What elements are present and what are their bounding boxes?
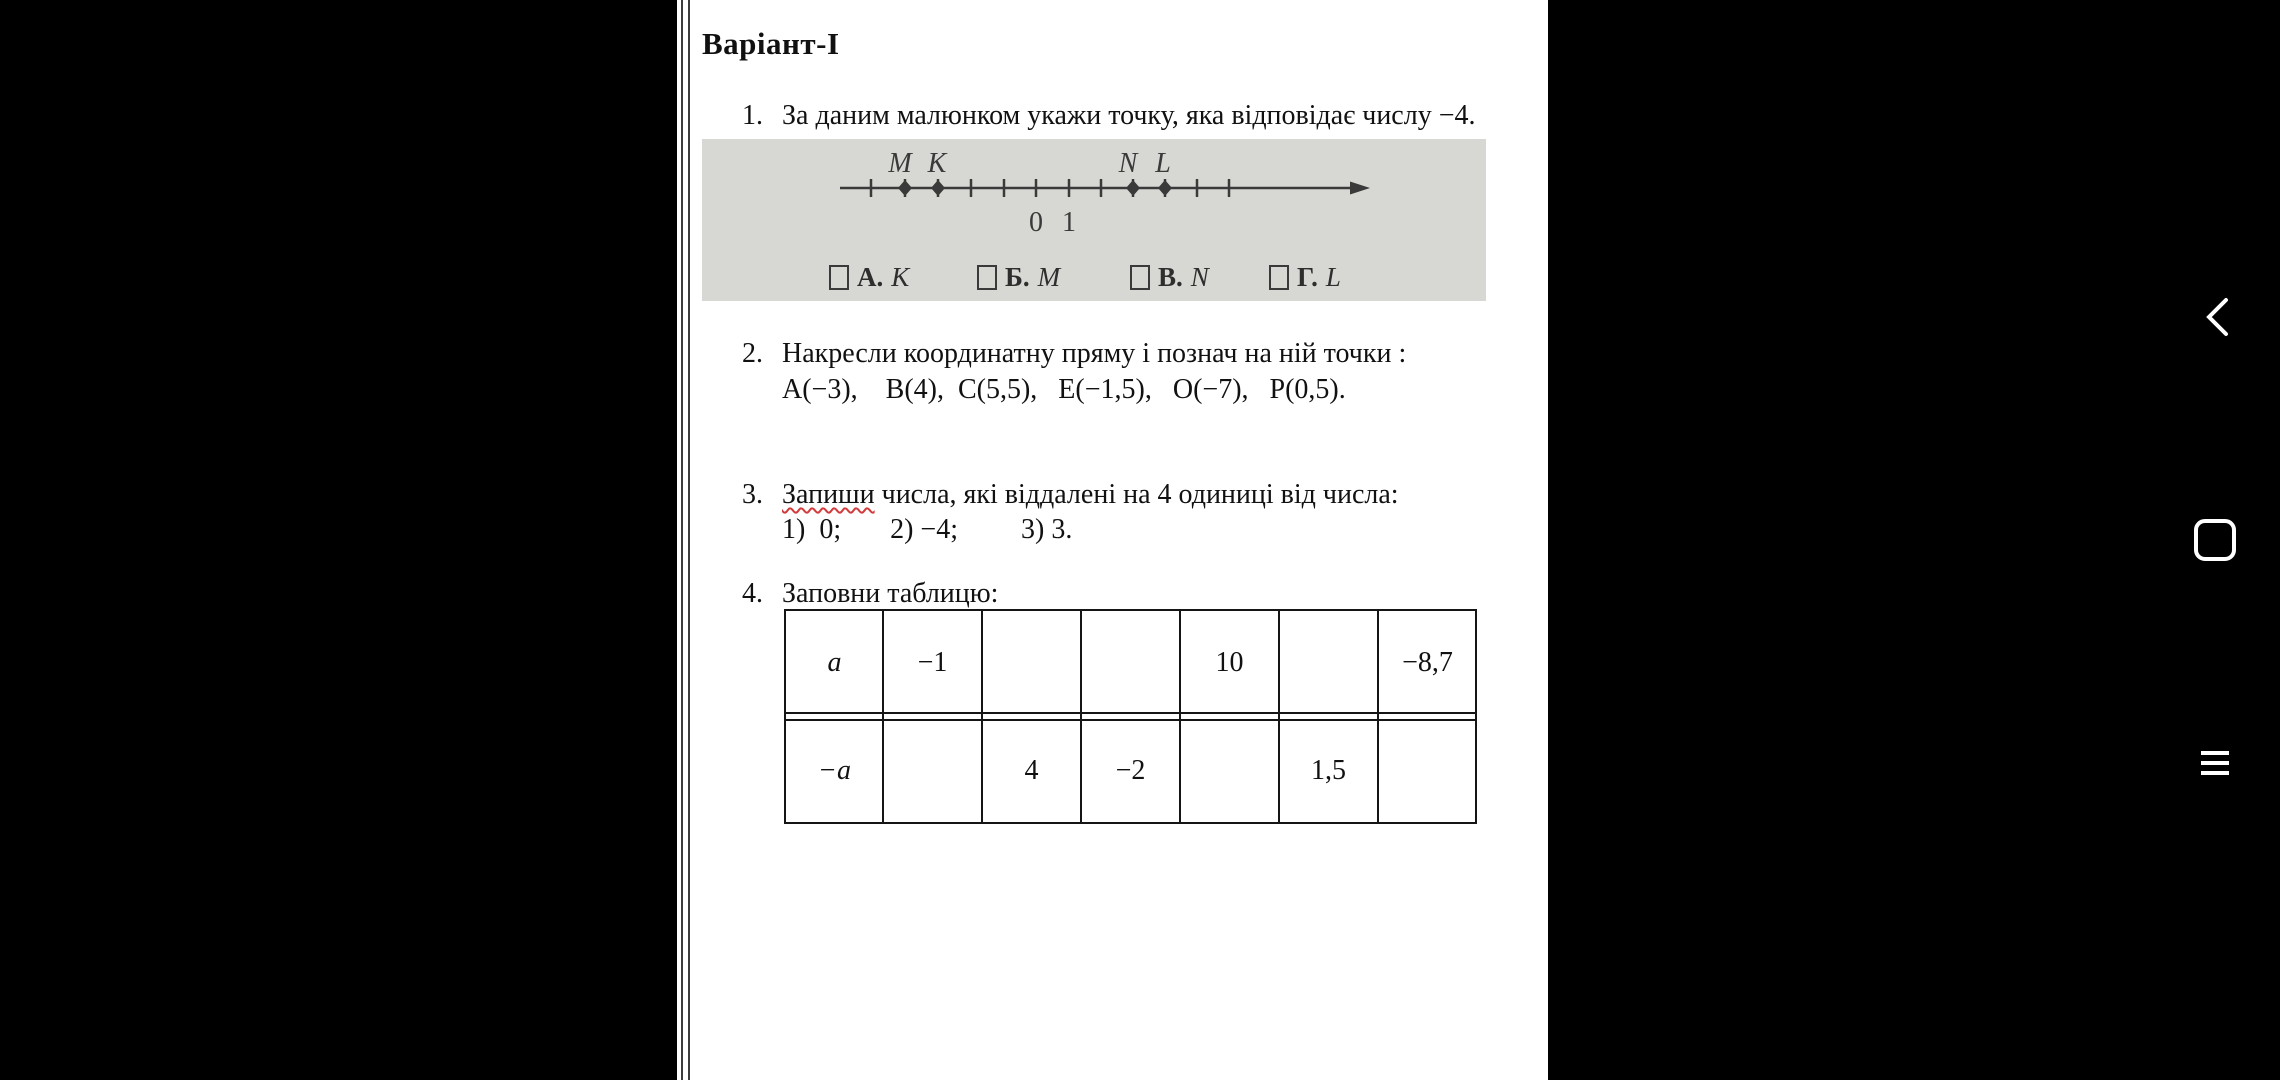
question-3-text-rest: числа, які віддалені на 4 одиниці від числа: [874,479,1399,510]
question-2 [742,336,1406,371]
chevron-left-icon [2196,293,2244,341]
question-4 [742,576,998,611]
table-cell [1379,721,1476,821]
answer-option-g[interactable] [1269,261,1341,293]
answer-option-a[interactable] [829,261,909,293]
question-2-number: 2. [742,338,763,369]
checkbox-v[interactable] [1130,265,1150,290]
question-1-number: 1. [742,100,763,131]
table-cell: 10 [1215,647,1244,678]
fill-table [784,609,1477,824]
question-3 [742,477,1399,512]
question-1-text: За даним малюнком укажи точку, яка відповідає числу −4. [782,100,1476,131]
tick-label-zero: 0 [1029,207,1043,238]
option-a-letter: K [891,261,910,292]
table-cell: −a [818,755,851,786]
table-cell: −2 [1115,755,1146,786]
table-cell [884,721,981,821]
answer-option-v[interactable] [1130,261,1209,293]
option-g-letter: L [1325,261,1341,292]
option-g-label: Г. [1297,261,1318,292]
question-4-text: Заповни таблицю: [782,578,999,609]
question-3-number: 3. [742,479,763,510]
point-label-n: N [1118,148,1138,179]
table-cell [1082,613,1179,713]
table-cell [1181,721,1278,821]
recents-button[interactable] [2201,751,2229,775]
table-cell: a [827,647,842,678]
tick-label-one: 1 [1062,207,1076,238]
home-button[interactable] [2194,519,2236,561]
option-v-label: В. [1158,261,1183,292]
checkbox-a[interactable] [829,265,849,290]
table-cell: −8,7 [1402,647,1453,678]
option-b-letter: M [1037,261,1061,292]
table-cell: −1 [917,647,948,678]
rounded-square-home-icon [2194,519,2236,561]
number-line-figure [702,139,1486,301]
spellcheck-underlined-word: Запиши [782,479,875,510]
question-4-number: 4. [742,578,763,609]
page-title: Варіант-І [702,26,840,61]
table-cell: 1,5 [1311,755,1346,786]
page-edge-line [681,0,683,1080]
question-3-items: 1) 0; 2) −4; 3) 3. [782,514,1073,545]
table-cell: 4 [1024,755,1039,786]
checkbox-b[interactable] [977,265,997,290]
point-label-l: L [1155,148,1171,179]
table-cell [1280,613,1377,713]
page-edge-line-2 [688,0,690,1080]
question-2-points: А(−3), В(4), С(5,5), Е(−1,5), О(−7), Р(0,5). [782,374,1346,405]
option-a-label: А. [857,261,884,292]
back-button[interactable] [2196,293,2244,341]
question-1 [742,98,1476,133]
number-line-graphic [702,139,1486,251]
checkbox-g[interactable] [1269,265,1289,290]
answer-option-b[interactable] [977,261,1060,293]
point-label-k: K [927,148,947,179]
table-cell [983,613,1080,713]
option-v-letter: N [1190,261,1209,292]
question-2-text: Накресли координатну пряму і познач на ній точки : [782,338,1407,369]
hamburger-recents-icon [2201,751,2229,755]
question-3-text [782,477,1399,512]
option-b-label: Б. [1005,261,1030,292]
point-label-m: M [888,148,912,179]
